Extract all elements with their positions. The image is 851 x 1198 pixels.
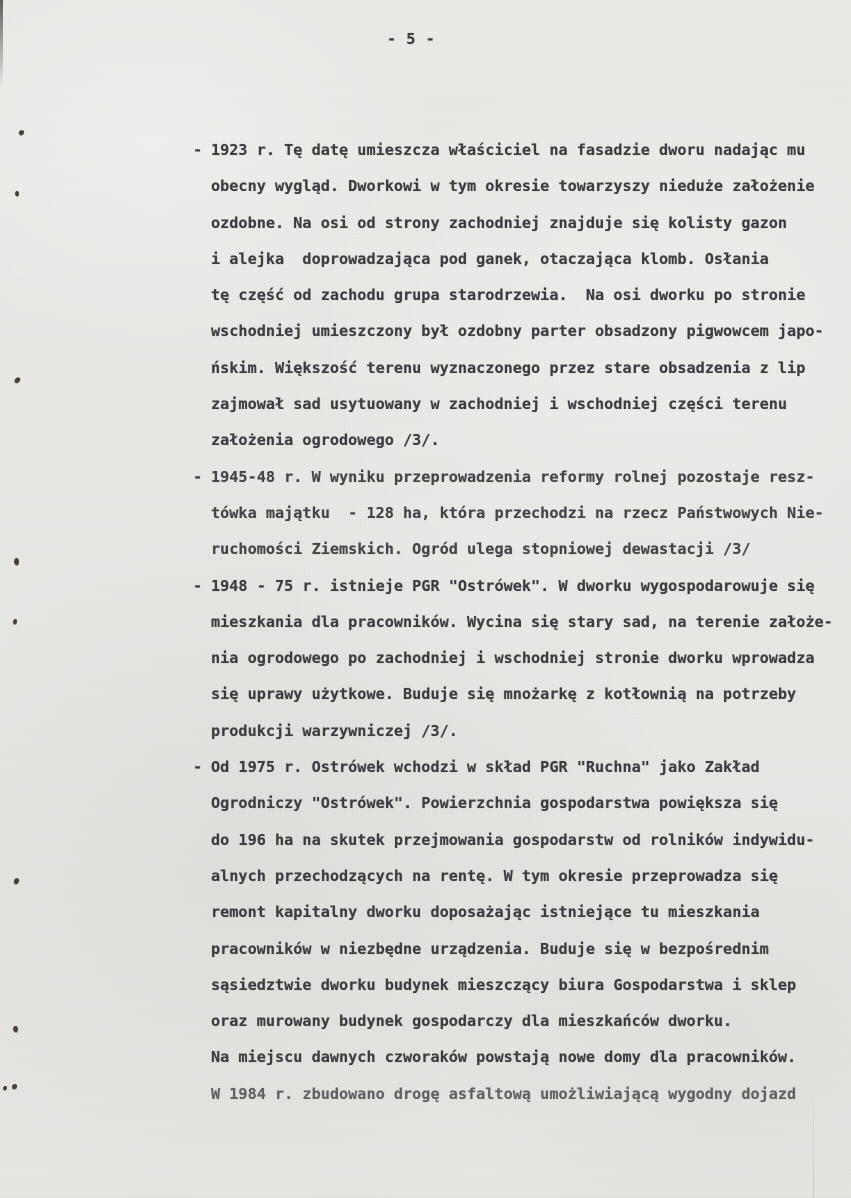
text-line: i alejka doprowadzająca pod ganek, otaczająca klomb. Osłania xyxy=(211,249,769,268)
text-line: 1945-48 r. W wyniku przeprowadzenia reformy rolnej pozostaje resz- xyxy=(211,467,815,486)
text-line: ruchomości Ziemskich. Ogród ulega stopniowej dewastacji /3/ xyxy=(211,540,751,559)
text-line: produkcji warzywniczej /3/. xyxy=(211,721,458,740)
text-line: ozdobne. Na osi od strony zachodniej znajduje się kolisty gazon xyxy=(211,213,788,232)
text-line: się uprawy użytkowe. Buduje się mnożarkę z kotłownią na potrzeby xyxy=(211,685,797,704)
text-line: oraz murowany budynek gospodarczy dla mieszkańców dworku. xyxy=(211,1012,733,1031)
text-line: W 1984 r. zbudowano drogę asfaltową umożliwiającą wygodny dojazd xyxy=(211,1084,797,1103)
paper-speck xyxy=(13,877,19,884)
paper-speck xyxy=(12,1025,19,1032)
text-line: Od 1975 r. Ostrówek wchodzi w skład PGR "Ruchna" jako Zakład xyxy=(211,758,760,777)
text-line: remont kapitalny dworku doposażając istniejące tu mieszkania xyxy=(211,903,760,922)
paper-speck xyxy=(14,376,21,384)
text-line: tę część od zachodu grupa starodrzewia. Na osi dworku po stronie xyxy=(211,286,806,305)
text-line: Ogrodniczy "Ostrówek". Powierzchnia gospodarstwa powiększa się xyxy=(211,794,778,813)
document-body xyxy=(193,132,851,1112)
text-line: do 196 ha na skutek przejmowania gospodarstw od rolników indywidu- xyxy=(211,830,815,849)
paragraph-1 xyxy=(193,132,851,459)
paper-speck xyxy=(12,1084,18,1090)
scan-edge-shadow xyxy=(0,0,3,88)
text-line: sąsiedztwie dworku budynek mieszczący biura Gospodarstwa i sklep xyxy=(211,975,797,994)
list-dash-marker: - xyxy=(193,758,203,777)
list-dash-marker: - xyxy=(193,141,203,159)
paragraph-3 xyxy=(193,568,851,749)
paper-speck xyxy=(3,1086,7,1090)
list-dash-marker: - xyxy=(193,576,203,595)
text-line: 1923 r. Tę datę umieszcza właściciel na fasadzie dworu nadając mu xyxy=(211,141,806,159)
text-line: obecny wygląd. Dworkowi w tym okresie towarzyszy nieduże założenie xyxy=(211,177,815,196)
text-line: pracowników w niezbędne urządzenia. Buduje się w bezpośrednim xyxy=(211,939,769,958)
text-line: wschodniej umieszczony był ozdobny parter obsadzony pigwowcem japo- xyxy=(211,322,824,341)
paper-speck xyxy=(18,129,24,135)
text-line: zajmował sad usytuowany w zachodniej i wschodniej części terenu xyxy=(211,395,788,414)
text-line: mieszkania dla pracowników. Wycina się stary sad, na terenie założe- xyxy=(211,612,833,631)
text-line: 1948 - 75 r. istnieje PGR "Ostrówek". W dworku wygospodarowuje się xyxy=(211,576,815,595)
paragraph-4 xyxy=(193,749,851,1112)
text-line: alnych przechodzących na rentę. W tym okresie przeprowadza się xyxy=(211,866,778,885)
paragraph-2 xyxy=(193,459,851,568)
text-line: Na miejscu dawnych czworaków powstają nowe domy dla pracowników. xyxy=(211,1048,797,1067)
paper-speck xyxy=(13,619,17,624)
page-number: - 5 - xyxy=(387,30,436,48)
text-line: ńskim. Większość terenu wyznaczonego przez stare obsadzenia z lip xyxy=(211,358,806,377)
text-line: tówka majątku - 128 ha, która przechodzi na rzecz Państwowych Nie- xyxy=(211,503,824,522)
list-dash-marker: - xyxy=(193,467,203,486)
paper-speck xyxy=(13,558,19,566)
text-line: założenia ogrodowego /3/. xyxy=(211,431,440,450)
text-line: nia ogrodowego po zachodniej i wschodniej stronie dworku wprowadza xyxy=(211,649,815,668)
paper-speck xyxy=(14,191,19,197)
